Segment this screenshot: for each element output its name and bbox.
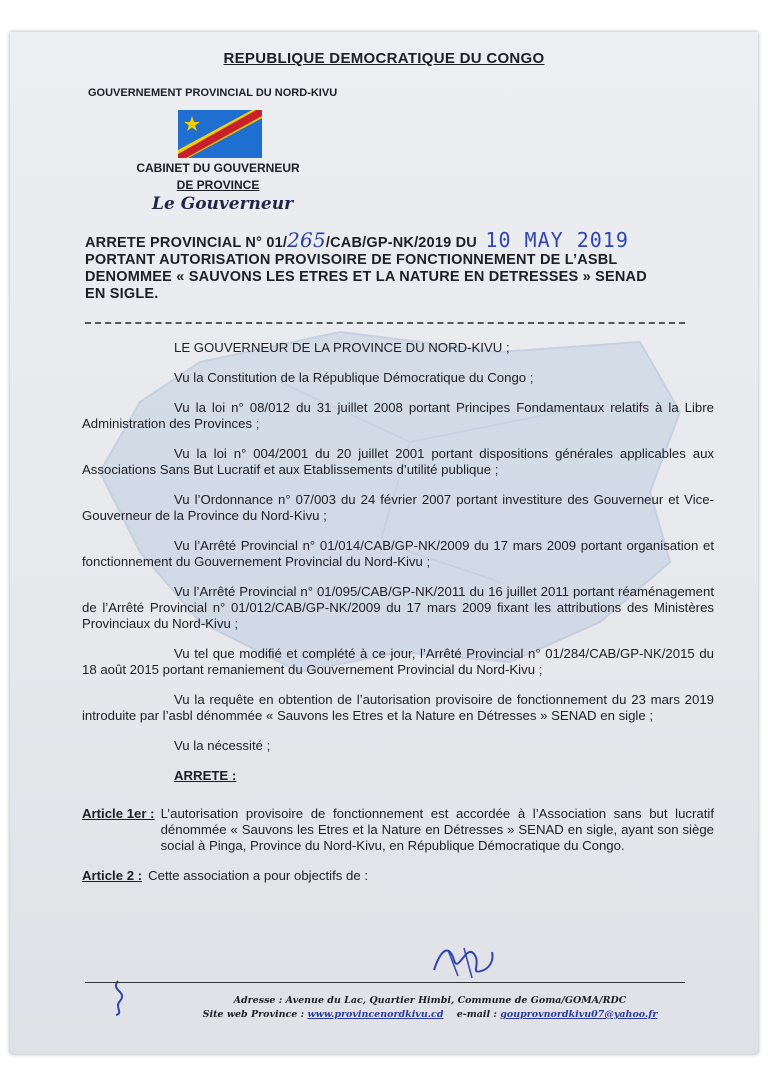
footer-contacts: [150, 1008, 710, 1022]
document-page: [10, 32, 758, 1054]
cabinet-line-2: DE PROVINCE: [176, 178, 260, 192]
cabinet-heading: [128, 160, 308, 194]
preamble-item: Vu la requête en obtention de l’autorisation provisoire de fonctionnement du 23 mars 2019 introduite par l’asbl dénommée « Sauvons les Etres et la Nature en Détresses » SENAD en sigle ;: [82, 692, 714, 723]
article-2: [82, 868, 714, 884]
handwritten-number: 265: [287, 228, 326, 252]
article-text: Cette association a pour objectifs de :: [148, 868, 369, 883]
preamble-item: Vu l’Arrêté Provincial n° 01/014/CAB/GP-NK/2009 du 17 mars 2009 portant organisation et fonctionnement du Gouvernement Provincial du Nord-Kivu ;: [82, 538, 714, 569]
article-label: Article 1er :: [82, 806, 155, 821]
drc-flag: [178, 110, 262, 158]
republic-heading: REPUBLIQUE DEMOCRATIQUE DU CONGO: [223, 50, 545, 67]
handwritten-signature: [428, 940, 498, 982]
date-stamp: 10 MAY 2019: [485, 228, 629, 252]
website-label: Site web Province :: [202, 1009, 305, 1020]
title-prefix: ARRETE PROVINCIAL N° 01/: [85, 235, 288, 251]
article-1: [82, 806, 714, 854]
website-link[interactable]: www.provincenordkivu.cd: [307, 1009, 444, 1020]
preamble-item: Vu l’Arrêté Provincial n° 01/095/CAB/GP-NK/2011 du 16 juillet 2011 portant réaménagement de l’Arrêté Provincial n° 01/012/CAB/GP-NK/2009 du 17 mars 2009 fixant les attributions des Ministères Provinciaux du Nord-Kivu ;: [82, 584, 714, 631]
arrete-label: ARRETE :: [174, 768, 237, 783]
article-label: Article 2 :: [82, 868, 143, 883]
preamble-governor: LE GOUVERNEUR DE LA PROVINCE DU NORD-KIVU ;: [174, 340, 510, 355]
footer-rule: [85, 982, 685, 983]
preamble-item: Vu la nécessité ;: [174, 738, 271, 753]
preamble-item: Vu l’Ordonnance n° 07/003 du 24 février 2007 portant investiture des Gouverneur et Vice-Gouverneur de la Province du Nord-Kivu ;: [82, 492, 714, 523]
preamble-item: Vu tel que modifié et complété à ce jour, l’Arrêté Provincial n° 01/284/CAB/GP-NK/2015 du 18 août 2015 portant remaniement du Gouvernement Provincial du Nord-Kivu ;: [82, 646, 714, 677]
title-line-4: EN SIGLE.: [85, 286, 159, 302]
handwritten-initial: [102, 977, 142, 1017]
article-text: L’autorisation provisoire de fonctionnement est accordée à l’Association sans but lucratif dénommée « Sauvons les Etres et la Nature en Détresses » SENAD en sigle, ayant son siège social à Pinga, Province du Nord-Kivu, en République Démocratique du Congo.: [160, 806, 714, 853]
decree-body: [82, 340, 714, 884]
cabinet-line-1: CABINET DU GOUVERNEUR: [136, 161, 300, 175]
government-heading: GOUVERNEMENT PROVINCIAL DU NORD-KIVU: [88, 87, 338, 99]
decree-title: [85, 228, 725, 303]
signatory-title: Le Gouverneur: [152, 194, 294, 214]
footer-address: Adresse : Avenue du Lac, Quartier Himbi, Commune de Goma/GOMA/RDC: [233, 995, 627, 1006]
preamble-item: Vu la loi n° 004/2001 du 20 juillet 2001 portant dispositions générales applicables aux Associations Sans But Lucratif et aux Etablissements d’utilité publique ;: [82, 446, 714, 477]
email-label: e-mail :: [456, 1009, 497, 1020]
preamble-item: Vu la loi n° 08/012 du 31 juillet 2008 portant Principes Fondamentaux relatifs à la Libre Administration des Provinces ;: [82, 400, 714, 431]
title-line-2: PORTANT AUTORISATION PROVISOIRE DE FONCTIONNEMENT DE L’ASBL: [85, 252, 618, 268]
title-suffix: /CAB/GP-NK/2019 DU: [325, 235, 477, 251]
email-link[interactable]: gouprovnordkivu07@yahoo.fr: [500, 1009, 658, 1020]
preamble-item: Vu la Constitution de la République Démocratique du Congo ;: [174, 370, 534, 385]
footer: [150, 994, 710, 1022]
title-line-3: DENOMMEE « SAUVONS LES ETRES ET LA NATURE EN DETRESSES » SENAD: [85, 269, 647, 285]
dashed-separator: [85, 322, 685, 324]
